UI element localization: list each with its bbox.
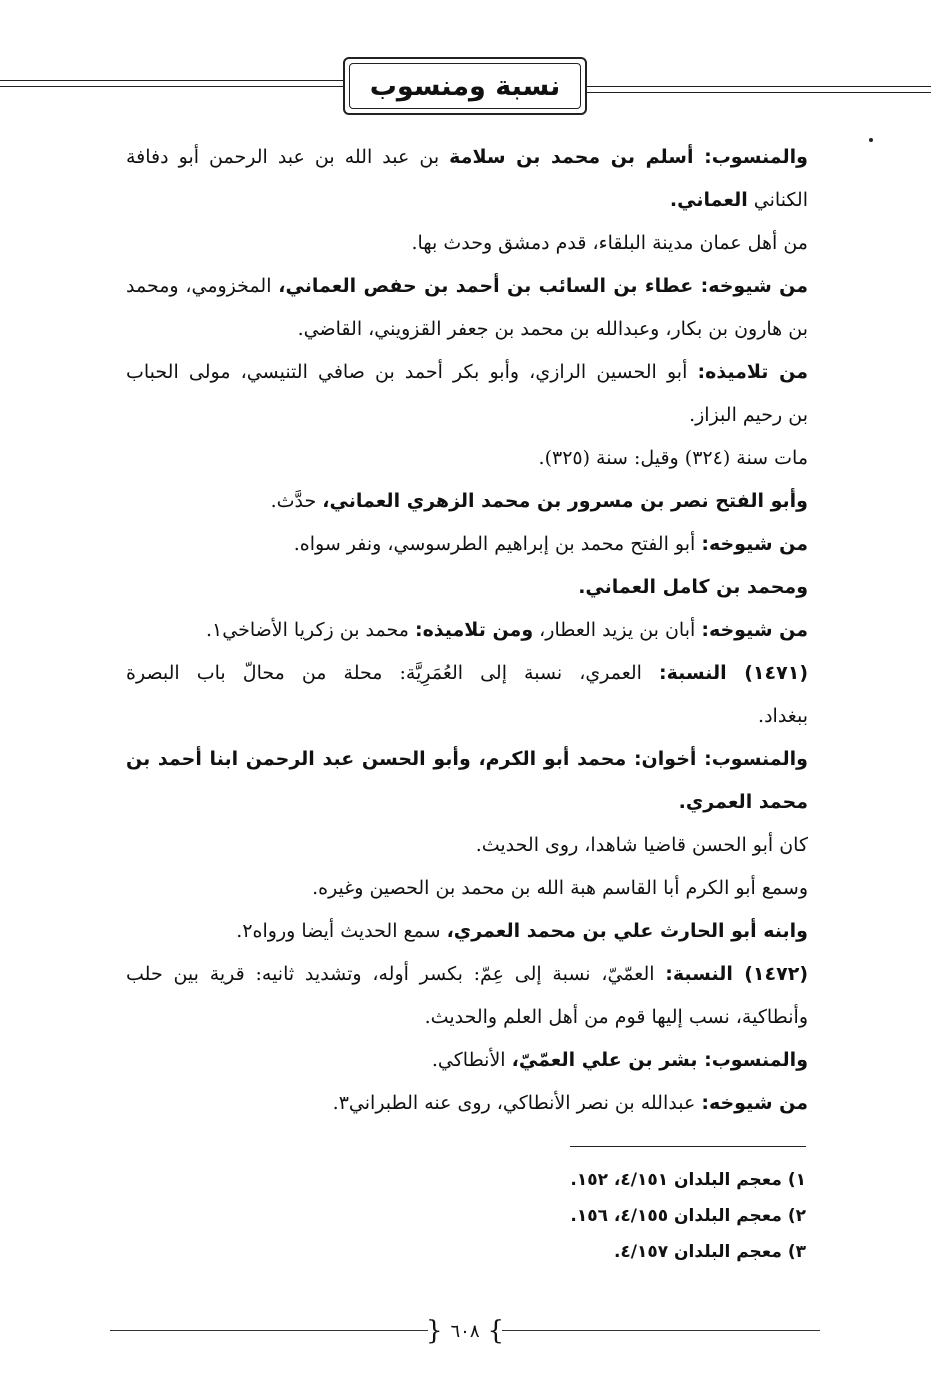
bold-text: وابنه أبو الحارث علي بن محمد العمري، [446, 920, 808, 942]
text-line [126, 566, 808, 609]
text-line [126, 222, 808, 265]
text-line [126, 1082, 808, 1125]
text-line [126, 996, 808, 1039]
brace-left-icon: { [425, 1316, 443, 1346]
text-line [126, 738, 808, 781]
bold-text: من شيوخه: [701, 619, 808, 641]
text-run: أبو الفتح محمد بن إبراهيم الطرسوسي، ونفر سواه. [293, 533, 702, 555]
text-run: وسمع أبو الكرم أبا القاسم هبة الله بن محمد بن الحصين وغيره. [312, 877, 808, 899]
text-run: حدَّث. [270, 490, 323, 512]
bold-text: ومن تلاميذه: [414, 619, 534, 641]
text-run: وأنطاكية، نسب إليها قوم من أهل العلم والحديث. [424, 1006, 808, 1028]
text-run: مات سنة (٣٢٤) وقيل: سنة (٣٢٥). [538, 447, 808, 469]
footnotes [400, 1162, 806, 1270]
bold-text: والمنسوب: بشر بن علي العمّيّ، [511, 1049, 808, 1071]
bold-text: ومحمد بن كامل العماني. [578, 576, 808, 598]
text-line [126, 265, 808, 308]
bold-text: (١٤٧٢) النسبة: [665, 963, 808, 985]
footer-rule-right [502, 1330, 820, 1331]
text-line [126, 437, 808, 480]
text-line [126, 136, 808, 179]
footnote-1: ١) معجم البلدان ٤/١٥١، ١٥٢. [570, 1170, 806, 1190]
bold-text: (١٤٧١) النسبة: [659, 662, 808, 684]
text-run: سمع الحديث أيضا ورواه٢. [236, 920, 447, 942]
text-line [126, 824, 808, 867]
page-number-box [420, 1316, 510, 1346]
footer-rule-left [110, 1330, 428, 1331]
bold-text: والمنسوب: أخوان: محمد أبو الكرم، وأبو الحسن عبد الرحمن ابنا أحمد بن [126, 748, 808, 770]
text-run: العمّيّ، نسبة إلى عِمّ: بكسر أوله، وتشديد ثانيه: قرية بين حلب [126, 963, 666, 985]
text-line [126, 480, 808, 523]
text-run: الأنطاكي. [431, 1049, 512, 1071]
bold-text: محمد العمري. [678, 791, 808, 813]
bold-text: من شيوخه: [701, 533, 808, 555]
text-line [126, 953, 808, 996]
text-line [126, 781, 808, 824]
text-line [126, 394, 808, 437]
text-run: أبو الحسين الرازي، وأبو بكر أحمد بن صافي التنيسي، مولى الحباب [126, 361, 698, 383]
text-line [126, 179, 808, 222]
text-line [126, 695, 808, 738]
text-run: العمري، نسبة إلى العُمَرِيَّة: محلة من محالّ باب البصرة [126, 662, 659, 684]
header-rule-right-bottom [587, 92, 931, 93]
bold-text: من شيوخه: عطاء بن السائب بن أحمد بن حفص العماني، [278, 275, 808, 297]
page-number: ٦٠٨ [450, 1320, 480, 1342]
text-line [126, 652, 808, 695]
text-run: بن عبد الله بن عبد الرحمن أبو دفافة [126, 146, 450, 168]
brace-right-icon: } [487, 1316, 505, 1346]
text-line [126, 523, 808, 566]
footnote-3: ٣) معجم البلدان ٤/١٥٧. [613, 1242, 806, 1262]
text-run: من أهل عمان مدينة البلقاء، قدم دمشق وحدث بها. [411, 232, 808, 254]
text-run: المخزومي، ومحمد [126, 275, 279, 297]
page-header-title: نسبة ومنسوب [369, 70, 561, 102]
text-run: أبان بن يزيد العطار، [533, 619, 702, 641]
bold-text: والمنسوب: أسلم بن محمد بن سلامة [449, 146, 808, 168]
margin-dot [869, 138, 873, 142]
text-run: ببغداد. [758, 705, 808, 727]
footnote-2: ٢) معجم البلدان ٤/١٥٥، ١٥٦. [570, 1206, 806, 1226]
header-rule-left-top [0, 80, 343, 81]
text-run: كان أبو الحسن قاضيا شاهدا، روى الحديث. [475, 834, 808, 856]
text-line [126, 609, 808, 652]
bold-text: من تلاميذه: [697, 361, 808, 383]
text-run: الكناني [747, 189, 808, 211]
text-run: محمد بن زكريا الأضاخي١. [205, 619, 415, 641]
header-rule-right-top [587, 86, 931, 87]
bold-text: العماني. [669, 189, 748, 211]
bold-text: من شيوخه: [701, 1092, 808, 1114]
text-line [126, 351, 808, 394]
text-line [126, 308, 808, 351]
text-line [126, 1039, 808, 1082]
text-line [126, 910, 808, 953]
text-line [126, 867, 808, 910]
bold-text: وأبو الفتح نصر بن مسرور بن محمد الزهري العماني، [322, 490, 808, 512]
header-rule-left-bottom [0, 86, 343, 87]
text-run: عبدالله بن نصر الأنطاكي، روى عنه الطبراني٣. [332, 1092, 702, 1114]
text-run: بن رحيم البزاز. [689, 404, 808, 426]
body-text [126, 136, 808, 1125]
text-run: بن هارون بن بكار، وعبدالله بن محمد بن جعفر القزويني، القاضي. [297, 318, 808, 340]
footnote-separator [570, 1146, 806, 1147]
header-title-frame [343, 57, 587, 115]
